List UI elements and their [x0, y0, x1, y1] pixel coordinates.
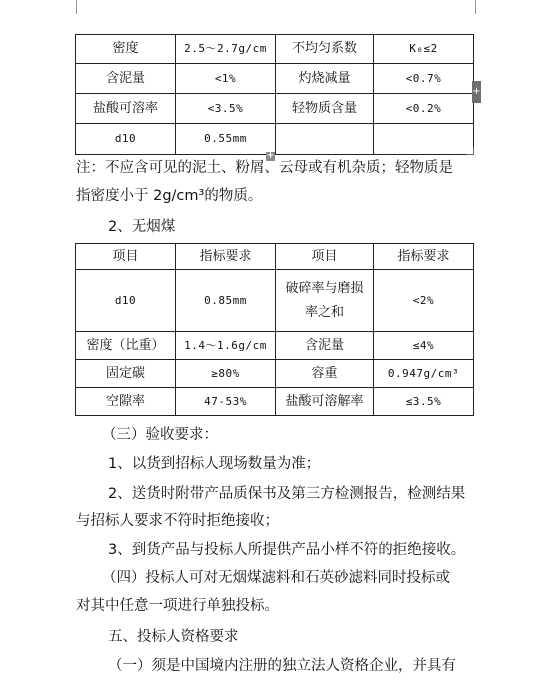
table-cell: 固定碳 [76, 360, 176, 388]
table-cell: d10 [76, 124, 176, 155]
table-cell: 不均匀系数 [276, 35, 374, 64]
table-cell: 密度（比重） [76, 332, 176, 360]
quartz-sand-spec-table [75, 34, 474, 155]
table-cell: 2.5～2.7g/cm [176, 35, 276, 64]
crop-mark-right [475, 0, 476, 14]
note-line-1: 注：不应含可见的泥土、粉屑、云母或有机杂质；轻物质是 [76, 160, 453, 176]
table-row [76, 332, 474, 360]
table-cell: 0.947g/cm³ [374, 360, 474, 388]
table-row [76, 94, 474, 124]
column-header: 项目 [276, 244, 374, 270]
table-cell: 含泥量 [76, 64, 176, 94]
acceptance-item-3: 3、到货产品与投标人所提供产品小样不符的拒绝接收。 [108, 542, 466, 558]
table-cell: ≤4% [374, 332, 474, 360]
acceptance-title: （三）验收要求： [102, 427, 218, 443]
table-row [76, 388, 474, 416]
anthracite-spec-table [75, 243, 474, 416]
section-4-line-1: （四）投标人可对无烟煤滤料和石英砂滤料同时投标或 [102, 570, 450, 586]
note-line-2: 指密度小于 2g/cm³的物质。 [76, 188, 263, 204]
table-cell: ≤3.5% [374, 388, 474, 416]
table-cell: <2% [374, 270, 474, 332]
section-2-title: 2、无烟煤 [108, 219, 176, 235]
table-cell: d10 [76, 270, 176, 332]
table-row [76, 124, 474, 155]
table-cell: <1% [176, 64, 276, 94]
table-cell: <0.2% [374, 94, 474, 124]
table-insert-handle-icon[interactable]: + [266, 151, 275, 161]
acceptance-item-1: 1、以货到招标人现场数量为准； [108, 456, 321, 472]
table-cell: 含泥量 [276, 332, 374, 360]
acceptance-item-2-line-1: 2、送货时附带产品质保书及第三方检测报告，检测结果 [108, 486, 466, 502]
section-5-line-1: （一）须是中国境内注册的独立法人资格企业，并具有 [108, 658, 456, 674]
table-cell: ≥80% [176, 360, 276, 388]
table-cell: 47-53% [176, 388, 276, 416]
table-cell: 破碎率与磨损 率之和 [276, 270, 374, 332]
table-cell [374, 124, 474, 155]
table-row [76, 360, 474, 388]
table-resize-handle-icon[interactable] [466, 147, 474, 155]
table-cell: 灼烧减量 [276, 64, 374, 94]
table-header-row [76, 244, 474, 270]
table-cell: 密度 [76, 35, 176, 64]
table-cell: 0.55mm [176, 124, 276, 155]
table-cell: 1.4～1.6g/cm [176, 332, 276, 360]
table-cell: 盐酸可溶解率 [276, 388, 374, 416]
table-add-column-icon[interactable]: + [472, 81, 481, 103]
table-row [76, 64, 474, 94]
table-row [76, 270, 474, 332]
column-header: 指标要求 [176, 244, 276, 270]
table-row [76, 35, 474, 64]
table-cell: 0.85mm [176, 270, 276, 332]
column-header: 指标要求 [374, 244, 474, 270]
table-cell: 空隙率 [76, 388, 176, 416]
crop-mark-left [76, 0, 77, 14]
section-5-title: 五、投标人资格要求 [108, 629, 239, 645]
table-cell: 轻物质含量 [276, 94, 374, 124]
column-header: 项目 [76, 244, 176, 270]
table-cell: K₀≤2 [374, 35, 474, 64]
table-cell: <0.7% [374, 64, 474, 94]
section-4-line-2: 对其中任意一项进行单独投标。 [76, 598, 279, 614]
acceptance-item-2-line-2: 与招标人要求不符时拒绝接收； [76, 513, 279, 529]
table-cell: 容重 [276, 360, 374, 388]
table-cell [276, 124, 374, 155]
table-cell: 盐酸可溶率 [76, 94, 176, 124]
table-cell: <3.5% [176, 94, 276, 124]
